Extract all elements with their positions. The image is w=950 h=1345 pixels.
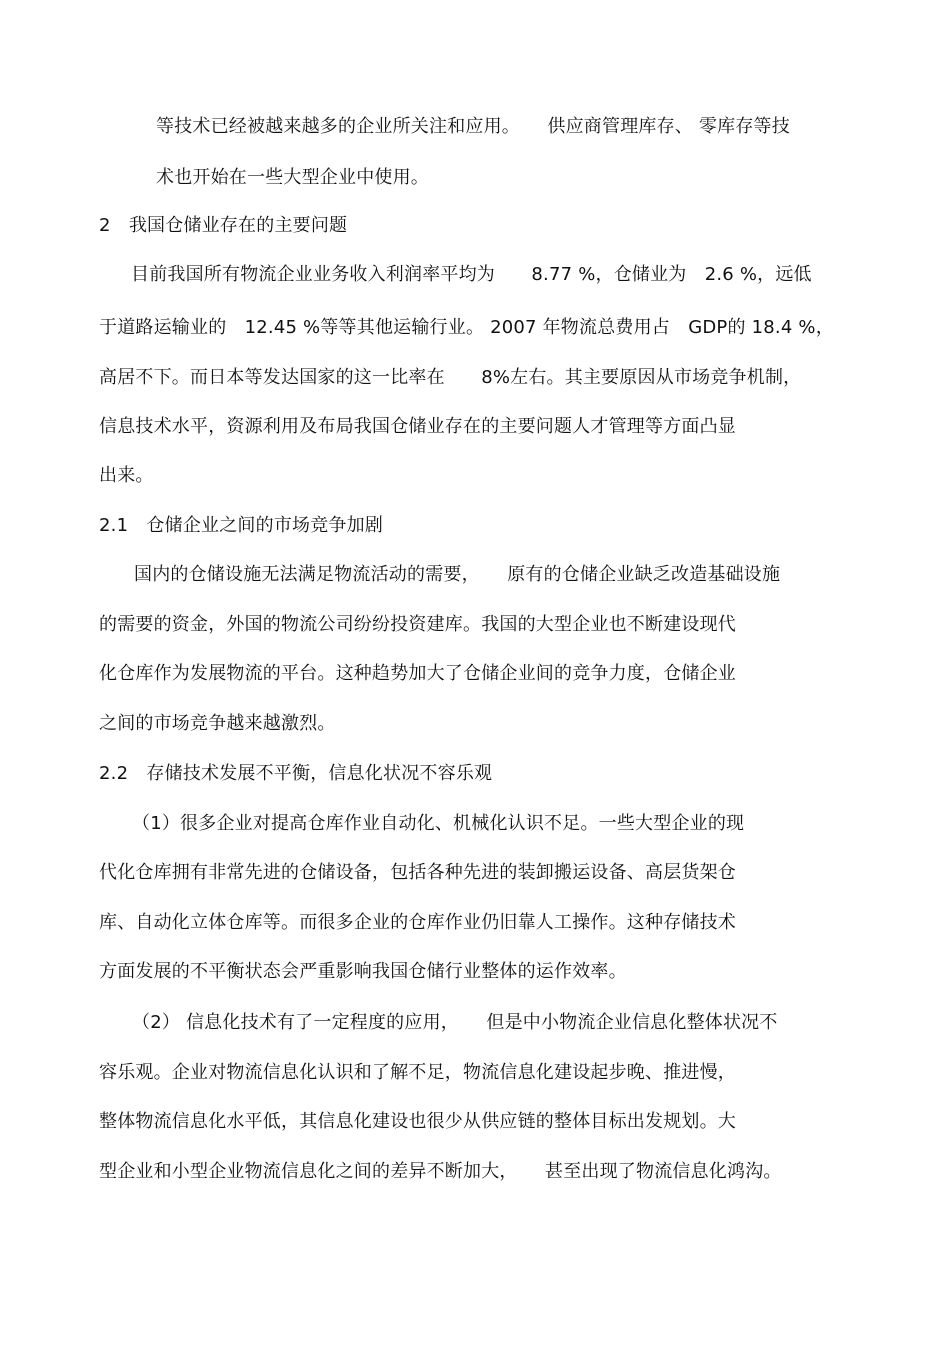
paragraph-line: 容乐观。企业对物流信息化认识和了解不足，物流信息化建设起步晚、推进慢，	[99, 1062, 736, 1083]
paragraph-line: 目前我国所有物流企业业务收入利润率平均为 8.77 %，仓储业为 2.6 %，远低	[131, 264, 812, 285]
paragraph-line: 整体物流信息化水平低，其信息化建设也很少从供应链的整体目标出发规划。大	[99, 1111, 736, 1132]
paragraph-line: 出来。	[99, 465, 154, 486]
paragraph-line: 信息技术水平，资源利用及布局我国仓储业存在的主要问题人才管理等方面凸显	[99, 416, 736, 437]
section-heading-2-1: 2.1 仓储企业之间的市场竞争加剧	[99, 515, 384, 536]
paragraph-line: 化仓库作为发展物流的平台。这种趋势加大了仓储企业间的竞争力度，仓储企业	[99, 663, 736, 684]
paragraph-line: 型企业和小型企业物流信息化之间的差异不断加大， 甚至出现了物流信息化鸿沟。	[99, 1161, 782, 1182]
paragraph-line: 的需要的资金，外国的物流公司纷纷投资建库。我国的大型企业也不断建设现代	[99, 614, 736, 635]
paragraph-line: 库、自动化立体仓库等。而很多企业的仓库作业仍旧靠人工操作。这种存储技术	[99, 912, 736, 933]
paragraph-line: （1）很多企业对提高仓库作业自动化、机械化认识不足。一些大型企业的现	[132, 813, 745, 834]
paragraph-line: 于道路运输业的 12.45 %等等其他运输行业。 2007 年物流总费用占 GDP的 18.4 %，	[99, 317, 834, 338]
paragraph-line: 高居不下。而日本等发达国家的这一比率在 8%左右。其主要原因从市场竞争机制，	[99, 367, 802, 388]
paragraph-line: 国内的仓储设施无法满足物流活动的需要， 原有的仓储企业缺乏改造基础设施	[134, 564, 781, 585]
paragraph-line: 之间的市场竞争越来越激烈。	[99, 713, 336, 734]
paragraph-line: （2） 信息化技术有了一定程度的应用， 但是中小物流企业信息化整体状况不	[132, 1012, 778, 1033]
paragraph-line: 等技术已经被越来越多的企业所关注和应用。 供应商管理库存、 零库存等技	[156, 116, 790, 137]
paragraph-line: 代化仓库拥有非常先进的仓储设备，包括各种先进的装卸搬运设备、高层货架仓	[99, 862, 736, 883]
paragraph-line: 术也开始在一些大型企业中使用。	[156, 167, 429, 188]
paragraph-line: 方面发展的不平衡状态会严重影响我国仓储行业整体的运作效率。	[99, 961, 627, 982]
section-heading-2: 2 我国仓储业存在的主要问题	[99, 215, 348, 236]
section-heading-2-2: 2.2 存储技术发展不平衡，信息化状况不容乐观	[99, 763, 493, 784]
